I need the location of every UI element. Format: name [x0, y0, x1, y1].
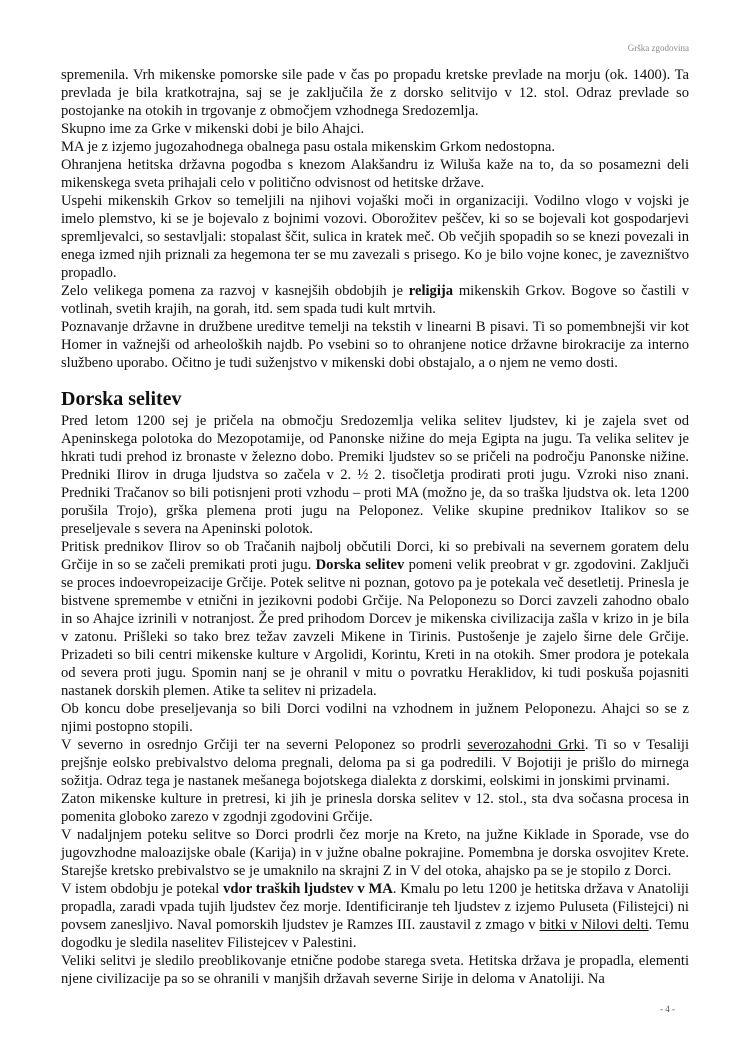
text-run: . Ti so v Tesaliji prejšnje eolsko prebivalstvo deloma pregnali, deloma pa si ga podredili. V Bojotiji je prišlo do mirnega sožitja. Odraz tega je nastanek mešanega bojotskega dialekta z dorskimi, eolskimi in jonskimi prvinami. — [61, 737, 689, 789]
paragraph — [61, 538, 689, 700]
paragraph — [61, 282, 689, 318]
paragraph — [61, 192, 689, 282]
paragraph — [61, 412, 689, 538]
text-run: V istem obdobju je potekal — [61, 881, 224, 897]
paragraph — [61, 156, 689, 192]
page-number: - 4 - — [660, 1004, 675, 1014]
paragraph — [61, 952, 689, 988]
text-run: Ohranjena hetitska državna pogodba s knezom Alakšandru iz Wiluša kaže na to, da so posamezni deli mikenskega sveta prihajali celo v politično odvisnost od hetitske države. — [61, 157, 689, 191]
paragraph — [61, 826, 689, 880]
text-run: . Kmalu po letu 1200 je hetitska država v Anatoliji propadla, zaradi vpada tujih ljudstev čez morje. Identificiranje teh ljudstev z izjemo Puluseta (Filistejci) ni povsem zanesljivo. Naval pomorskih ljudstev je Ramzes III. zaustavil z zmago v — [61, 881, 689, 933]
text-run: mikenskih Grkov. Bogove so častili v votlinah, svetih krajih, na gorah, itd. sem spada tudi kult mrtvih. — [61, 283, 689, 317]
text-run: V nadaljnjem poteku selitve so Dorci prodrli čez morje na Kreto, na južne Kiklade in Sporade, vse do jugovzhodne maloazijske obale (Karija) in v južne obalne pokrajine. Pomembna je dorska osvojitev Krete. Starejše kretsko prebivalstvo se je umaknilo na skrajni Z in V del otoka, ahajsko pa se je stopilo z Dorci. — [61, 827, 689, 879]
text-run: Pred letom 1200 sej je pričela na območju Sredozemlja velika selitev ljudstev, ki je zajela svet od Apeninskega polotoka do Mezopotamije, od Panonske nižine do meja Egipta na jugu. Ta velika selitev je hkrati tudi prehod iz bronaste v železno dobo. Premiki ljudstev so se pričeli na področju Panonske nižine. Predniki Ilirov in druga ljudstva so začela v 2. ½ 2. tisočletja prodirati proti jugu. Vzroki niso znani. Predniki Tračanov so bili potisnjeni proti vzhodu – proti MA (možno je, da so traška ljudstva ok. leta 1200 porušila Trojo), grška plemena proti jugu na Peloponez. Velike skupine prednikov Italikov so se preseljevale s severa na Apeninski polotok. — [61, 413, 689, 537]
text-run: V severno in osrednjo Grčiji ter na severni Peloponez so prodrli — [61, 737, 468, 753]
text-run: Uspehi mikenskih Grkov so temeljili na njihovi vojaški moči in organizaciji. Vodilno vlogo v vojski je imelo plemstvo, ki se je bojevalo z bojnimi vozovi. Oborožitev peščev, ki so se bojevali kot gospodarjevi spremljevalci, so sestavljali: stopalast ščit, sulica in kratek meč. Ob večjih spopadih so se knezi povezali in enega izmed njih priznali za hegemona ter se mu zavezali s prisego. Ko je bilo vojne konec, je zavezništvo propadlo. — [61, 193, 689, 281]
bold-term: vdor traških ljudstev v MA — [223, 881, 393, 897]
bold-term: Dorska selitev — [315, 557, 405, 573]
bold-term: religija — [408, 283, 454, 299]
text-run: Poznavanje državne in družbene ureditve temelji na tekstih v linearni B pisavi. Ti so pomembnejši vir kot Homer in važnejši od arheoloških najdb. Po vsebini so to ohranjene notice državne birokracije za interno službeno uporabo. Očitno je tudi suženjstvo v mikenski dobi obstajalo, a o njem ne vemo dosti. — [61, 319, 689, 371]
paragraph — [61, 318, 689, 372]
section-mycenaean — [61, 66, 689, 372]
paragraph — [61, 736, 689, 790]
hyperlink[interactable]: bitki v Nilovi delti — [539, 917, 649, 933]
text-run: Veliki selitvi je sledilo preoblikovanje etnične podobe starega sveta. Hetitska država je propadla, elementi njene civilizacije pa so se ohranili v manjših državah severne Sirije in deloma v Anatoliji. Na — [61, 953, 689, 987]
paragraph — [61, 700, 689, 736]
text-run: MA je z izjemo jugozahodnega obalnega pasu ostala mikenskim Grkom nedostopna. — [61, 139, 556, 155]
paragraph — [61, 66, 689, 120]
text-run: Skupno ime za Grke v mikenski dobi je bilo Ahajci. — [61, 121, 365, 137]
text-run: Zaton mikenske kulture in pretresi, ki jih je prinesla dorska selitev v 12. stol., sta dva sočasna procesa in pomenita globoko zarezo v zgodnji zgodovini Grčije. — [61, 791, 689, 825]
paragraph — [61, 790, 689, 826]
text-run: Ob koncu dobe preseljevanja so bili Dorci vodilni na vzhodnem in južnem Peloponezu. Ahajci so se z njimi postopno stopili. — [61, 701, 689, 735]
text-run: Zelo velikega pomena za razvoj v kasnejših obdobjih je — [61, 283, 409, 299]
text-run: pomeni velik preobrat v gr. zgodovini. Zaključi se proces indoevropeizacije Grčije. Potek selitve ni poznan, gotovo pa je potekala več desetletij. Prinesla je bistvene spremembe v etnični in jezikovni podobi Grčije. Na Peloponezu so Dorci zavzeli zahodno obalo in so Ahajce izrinili v notranjost. Že pred prihodom Dorcev je mikenska civilizacija zašla v krizo in je bila v zatonu. Prišleki so tako brez težav zavzeli Mikene in Tirinis. Pustošenje je zajelo širne dele Grčije. Prizadeti so bili centri mikenske kulture v Argolidi, Korintu, Kreti in na otokih. Smer prodora je potekala od severa proti jugu. Spomin nanj se je ohranil v mitu o povratku Heraklidov, ki tudi poskuša pojasniti nastanek dorskih plemen. Atike ta selitev ni prizadela. — [61, 557, 689, 699]
text-run: Pritisk prednikov Ilirov so ob Tračanih najbolj občutili Dorci, ki so prebivali na severnem goratem delu Grčije in so se začeli premikati proti jugu. — [61, 539, 689, 573]
text-run: spremenila. Vrh mikenske pomorske sile pade v čas po propadu kretske prevlade na morju (ok. 1400). Ta prevlada je bila kratkotrajna, saj se je zaključila že z dorsko selitvijo v 12. stol. Odraz prevlade so postojanke na otokih in trgovanje z območjem vzhodnega Sredozemlja. — [61, 67, 689, 119]
paragraph — [61, 138, 689, 156]
section-heading: Dorska selitev — [61, 388, 182, 410]
running-header: Grška zgodovina — [627, 43, 689, 53]
hyperlink[interactable]: severozahodni Grki — [467, 737, 585, 753]
section-dorian-migration — [61, 412, 689, 988]
paragraph — [61, 120, 689, 138]
paragraph — [61, 880, 689, 952]
text-run: . Temu dogodku je sledila naselitev Filistejcev v Palestini. — [61, 917, 689, 951]
page-body — [61, 66, 689, 988]
